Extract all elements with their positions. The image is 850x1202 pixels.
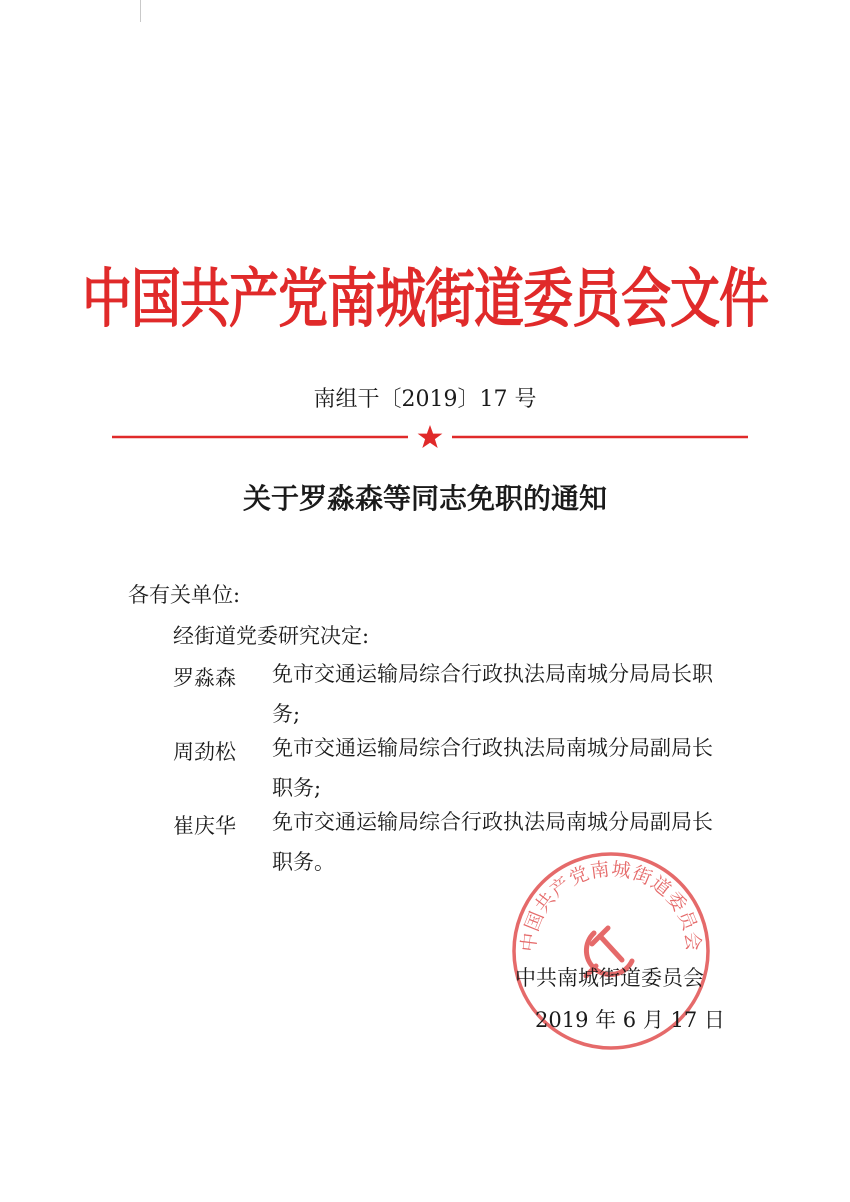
scan-edge-mark [140, 0, 147, 22]
header-title: 中国共产党南城街道委员会文件 [82, 262, 768, 337]
document-title: 关于罗淼森等同志免职的通知 [242, 482, 607, 515]
signature-org: 中共南城街道委员会 [515, 966, 704, 990]
star-icon [418, 425, 443, 448]
person-name: 崔庆华 [173, 814, 236, 838]
person-duty: 免市交通运输局综合行政执法局南城分局副局长职务; [272, 736, 713, 800]
document-number: 南组干〔2019〕17 号 [313, 387, 537, 412]
person-name: 罗淼森 [173, 666, 236, 690]
red-divider [112, 424, 748, 450]
signature-date: 2019 年 6 月 17 日 [535, 1008, 725, 1032]
person-duty: 免市交通运输局综合行政执法局南城分局副局长职务。 [272, 810, 713, 874]
person-duty: 免市交通运输局综合行政执法局南城分局局长职务; [272, 662, 713, 726]
seal-text: 中国共产党南城街道委员会 [517, 858, 705, 954]
intro-text: 经街道党委研究决定: [173, 624, 370, 648]
person-name: 周劲松 [173, 740, 236, 764]
salutation: 各有关单位: [128, 583, 241, 607]
